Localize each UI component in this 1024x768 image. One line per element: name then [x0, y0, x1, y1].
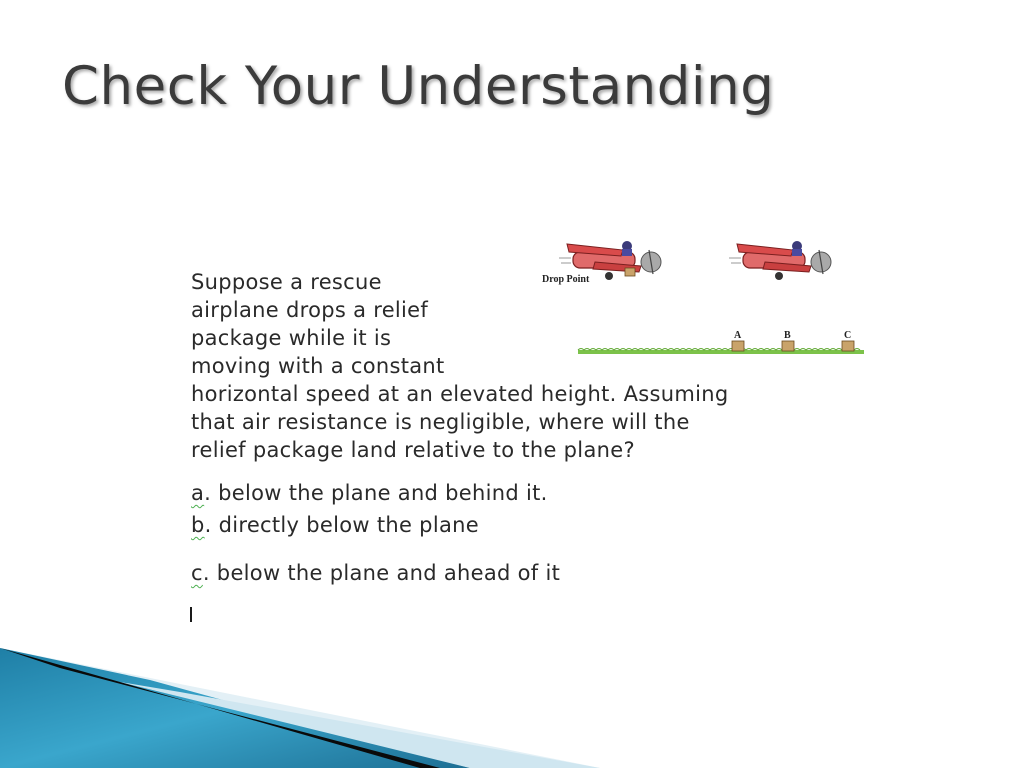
question-line: moving with a constant: [191, 354, 445, 378]
drop-point-label: Drop Point: [542, 274, 590, 285]
plane-icon: [729, 241, 831, 280]
answer-option-c: [191, 561, 560, 585]
answer-option-b: [191, 513, 479, 537]
answer-text: . directly below the plane: [204, 513, 479, 537]
package-marker-a: [732, 341, 744, 351]
marker-label-b: B: [784, 330, 791, 341]
answer-option-a: [191, 481, 548, 505]
answer-letter: b: [191, 513, 205, 537]
package-marker-b: [782, 341, 794, 351]
marker-label-a: A: [734, 330, 742, 341]
question-line: that air resistance is negligible, where will the: [191, 410, 690, 434]
question-line: horizontal speed at an elevated height. Assuming: [191, 382, 729, 406]
answer-letter: a: [191, 481, 205, 505]
decorative-swoosh: [0, 640, 1024, 768]
text-cursor: [190, 607, 192, 622]
answer-text: . below the plane and ahead of it: [202, 561, 561, 585]
package-marker-c: [842, 341, 854, 351]
answer-text: . below the plane and behind it.: [204, 481, 548, 505]
question-line: airplane drops a relief: [191, 298, 429, 322]
question-line: relief package land relative to the plane?: [191, 438, 635, 462]
answer-letter: c: [191, 561, 203, 585]
marker-label-c: C: [844, 330, 852, 341]
slide-title: Check Your Understanding: [62, 56, 775, 117]
question-line: package while it is: [191, 326, 392, 350]
question-line: Suppose a rescue: [191, 270, 382, 294]
question-text: [191, 268, 728, 464]
